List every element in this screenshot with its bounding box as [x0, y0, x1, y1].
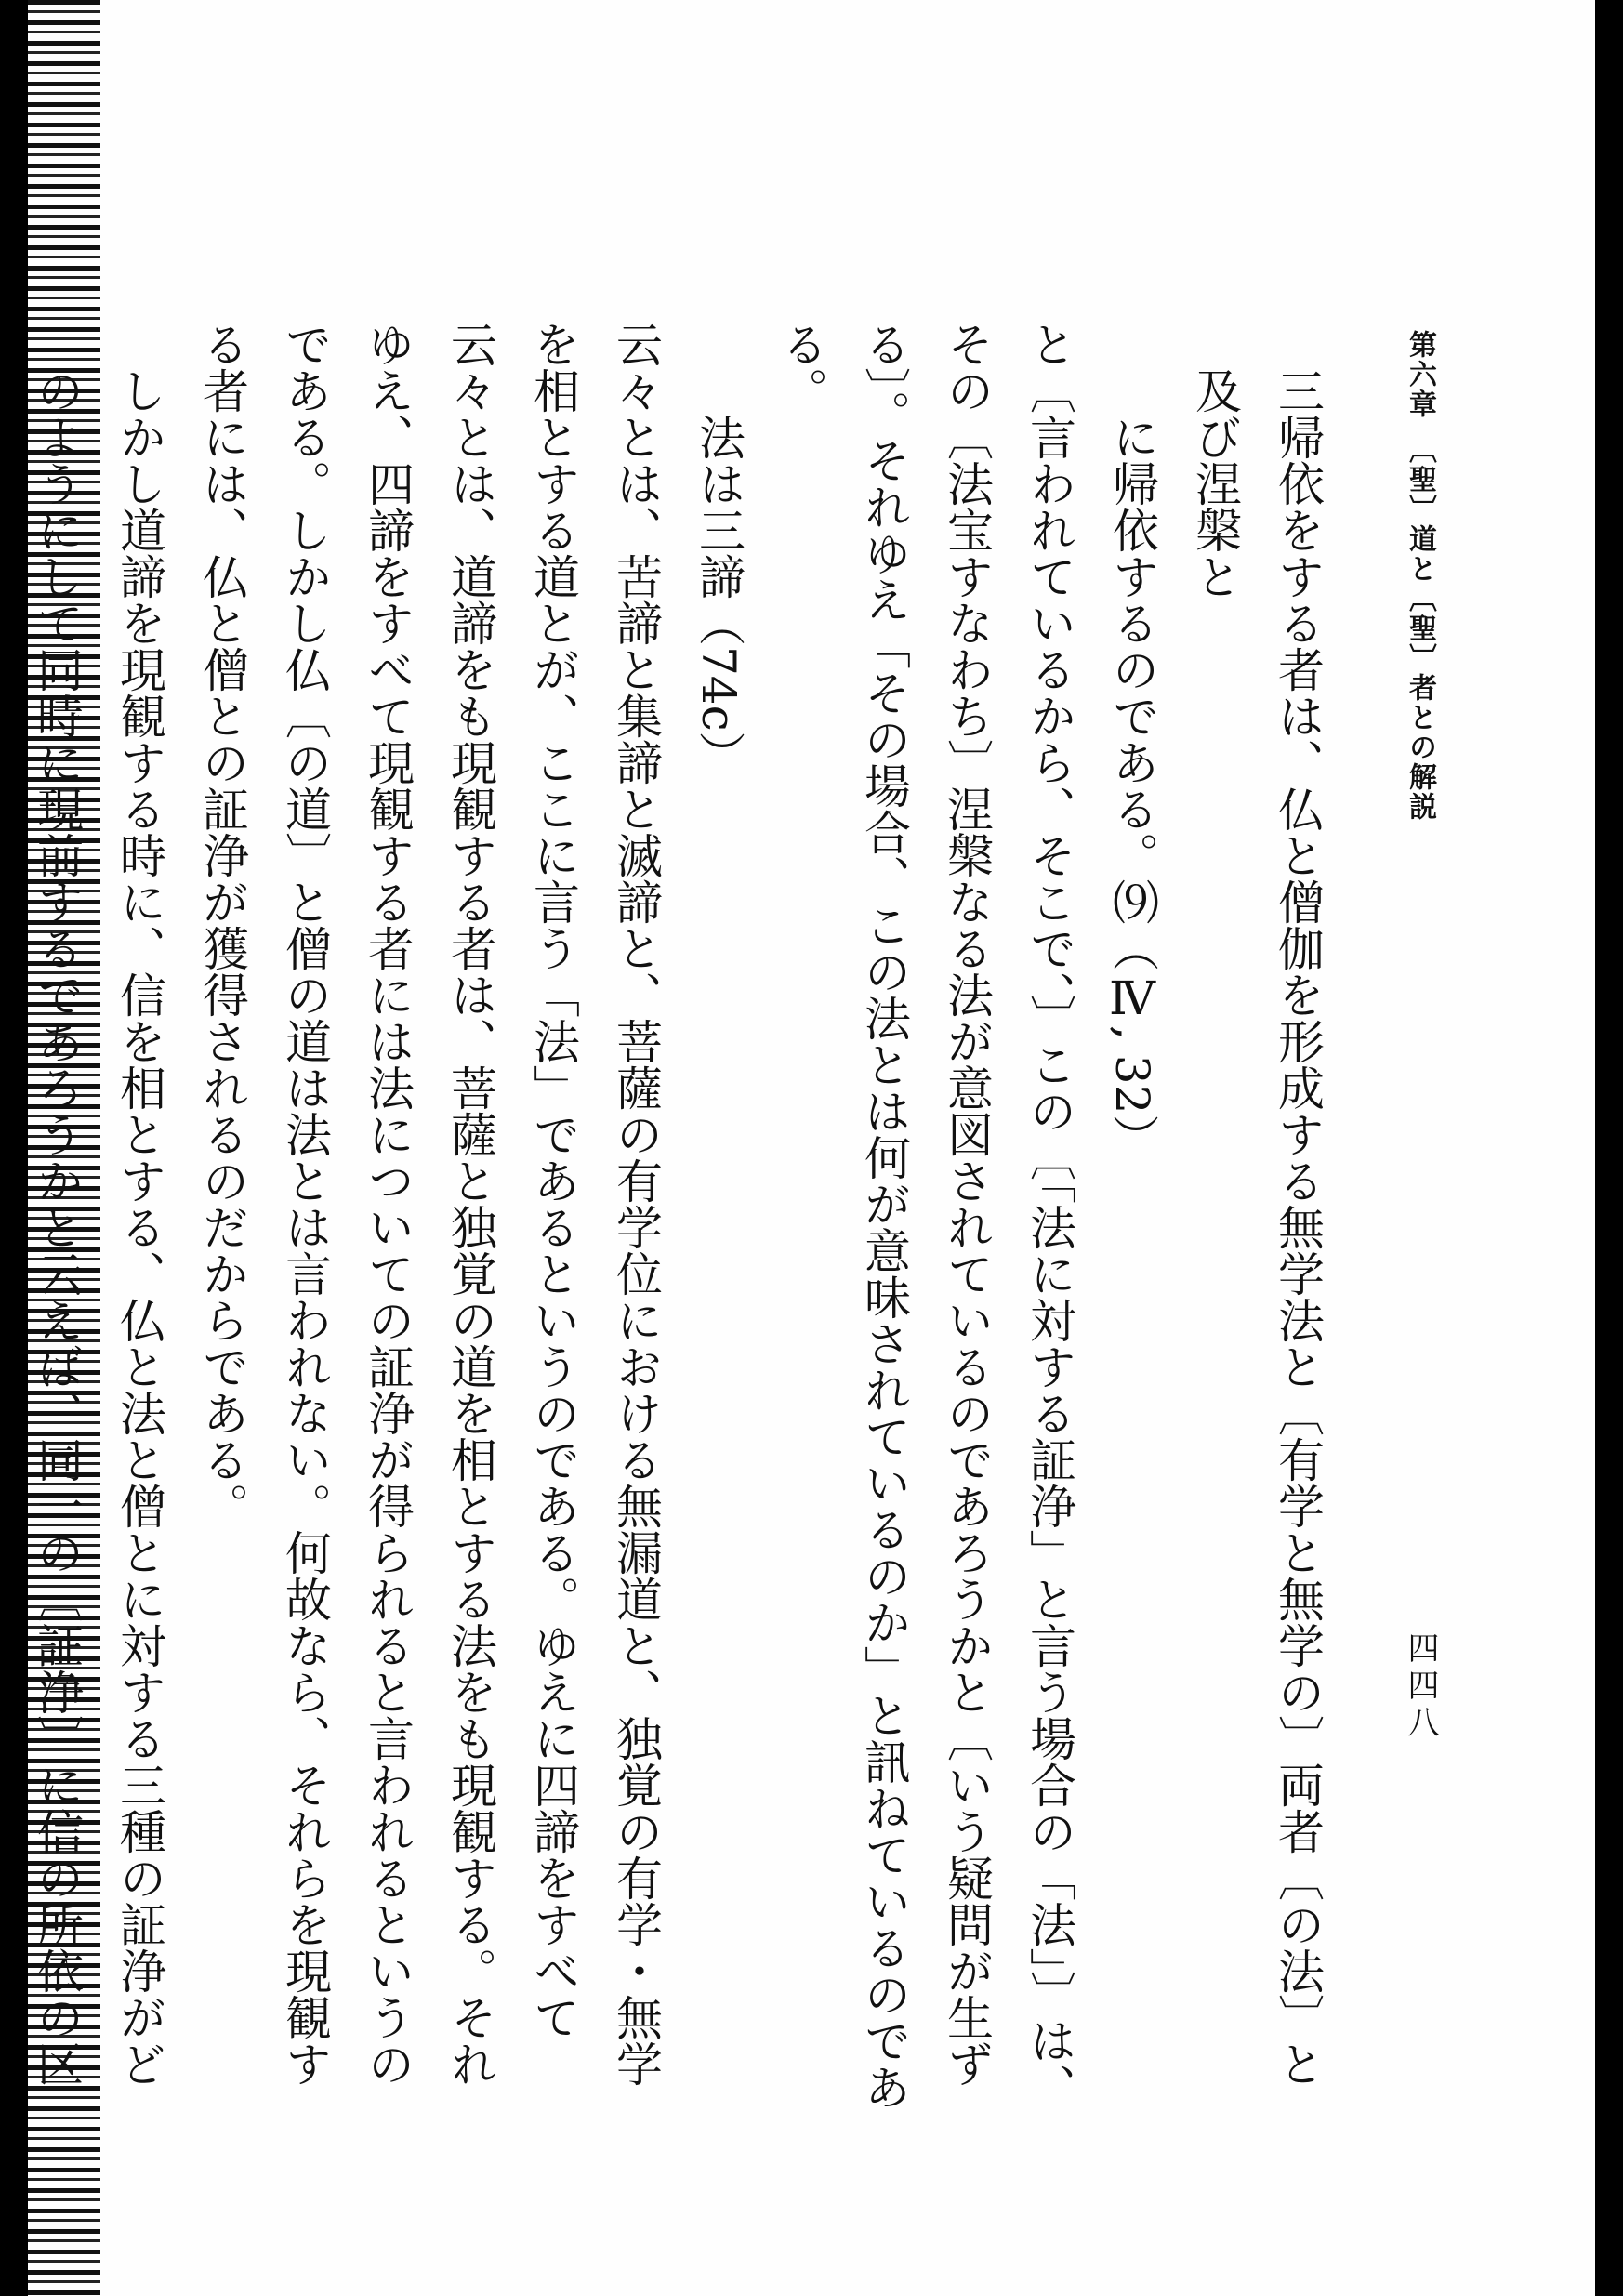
paragraph-1: と〔言われているから、そこで、〕この〔「法に対する証浄」と言う場合の「法」〕は、その〔法宝すなわち〕涅槃なる法が意図されているのであろうかと〔いう疑問が生ずる〕。それゆえ「その場合、この法とは何が意味されているのか」と訊ねているのである。 [774, 321, 1076, 2110]
book-page [28, 0, 1608, 2296]
section-lemma: 法は三諦（74c） [692, 414, 746, 778]
quote-line-1: 三帰依をする者は、仏と僧伽を形成する無学法と〔有学と無学の〕両者〔の法〕と及び涅槃と [1188, 367, 1325, 2087]
page-right-edge [1595, 0, 1608, 2296]
paragraph-2: 云々とは、苦諦と集諦と滅諦と、菩薩の有学位における無漏道と、独覚の有学・無学を相とする道とが、ここに言う「法」であるというのである。ゆえに四諦をすべて云々とは、道諦をも現観する者は、菩薩と独覚の道を相とする法をも現観する。それゆえ、四諦をすべて現観する者には法についての証浄が得られると言われるというのである。しかし仏〔の道〕と僧の道は法とは言われない。何故なら、それらを現観する者には、仏と僧との証浄が獲得されるのだからである。 [195, 321, 663, 2087]
paragraph-3: しかし道諦を現観する時に、信を相とする、仏と法と僧とに対する三種の証浄がどのようにして同時に現前するであろうかと云えば、同一の〔証浄〕に信の所依の区 [30, 367, 166, 2087]
page-body [30, 321, 1339, 2115]
running-title: 第六章 〔聖〕道と〔聖〕者との解説 [1404, 330, 1436, 822]
quote-line-2: に帰依するのである。⑼（Ⅳ, 32） [1105, 414, 1159, 1161]
page-number: 四四八 [1402, 1631, 1439, 1743]
